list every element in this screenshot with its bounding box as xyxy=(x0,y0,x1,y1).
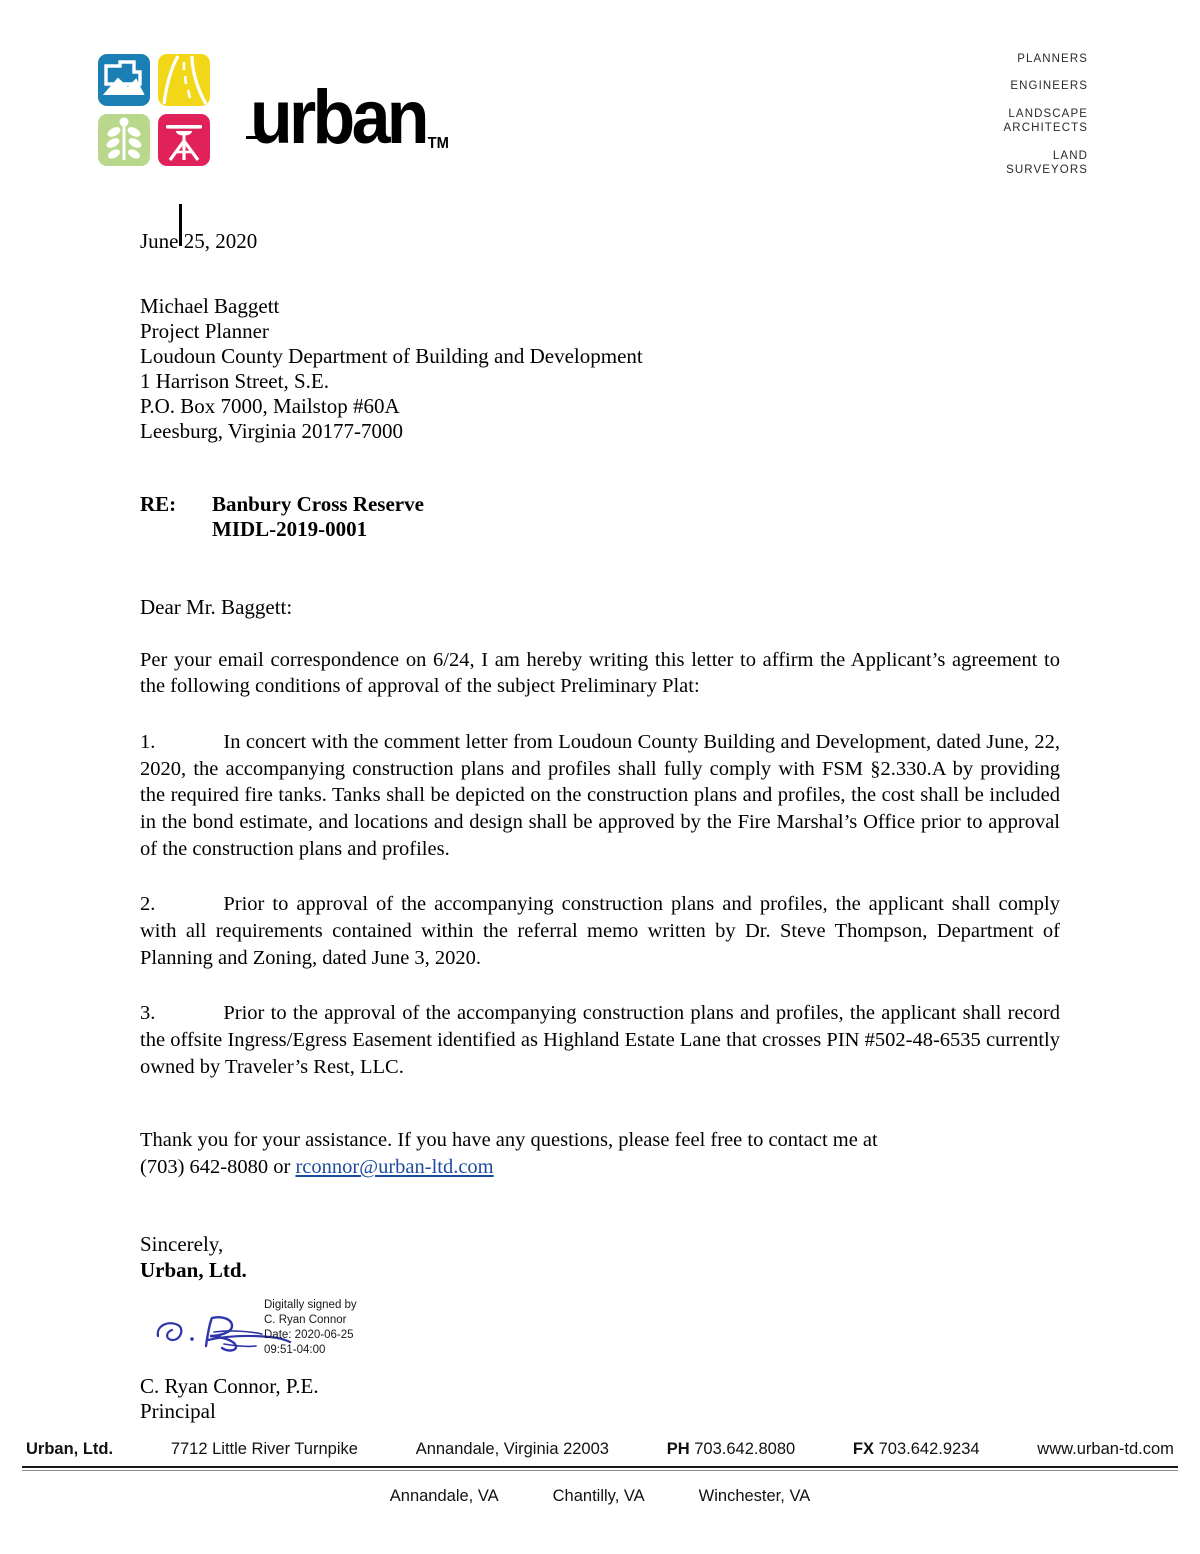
office-annandale: Annandale, VA xyxy=(389,1487,499,1505)
intro-paragraph: Per your email correspondence on 6/24, I am hereby writing this letter to affirm the Applicant’s agreement to the following conditions of approval of the subject Preliminary Plat: xyxy=(140,648,1060,698)
letter-body xyxy=(140,228,1060,1425)
signer-title: Principal xyxy=(140,1399,216,1424)
recipient-po-box: P.O. Box 7000, Mailstop #60A xyxy=(140,393,400,418)
discipline-land-surveyors: LAND SURVEYORS xyxy=(1006,149,1088,176)
urban-wordmark xyxy=(250,75,449,160)
survey-tripod-tile-icon xyxy=(158,114,210,166)
closing-paragraph xyxy=(140,1127,1060,1180)
wordmark-text: urban xyxy=(250,75,426,160)
re-subject-lines xyxy=(212,492,424,543)
signature-meta-line-3: Date: 2020-06-25 xyxy=(264,1329,354,1342)
roadway-tile-icon xyxy=(158,54,210,106)
re-case-number: MIDL-2019-0001 xyxy=(212,517,368,542)
condition-number-2: 2. xyxy=(140,893,156,916)
re-project-name: Banbury Cross Reserve xyxy=(212,491,424,516)
sign-off-block xyxy=(140,1232,1060,1283)
footer-offices-row xyxy=(22,1487,1178,1506)
condition-number-1: 1. xyxy=(140,731,156,754)
footer-divider-top xyxy=(22,1466,1178,1468)
footer-phone xyxy=(667,1440,795,1459)
logo-mark xyxy=(98,54,214,170)
page-footer xyxy=(22,1440,1178,1506)
re-subject-block xyxy=(140,492,1060,543)
signature-metadata xyxy=(264,1298,357,1359)
firm-name: Urban, Ltd. xyxy=(140,1258,247,1283)
signature-meta-line-1: Digitally signed by xyxy=(264,1298,357,1311)
site-plan-tile-icon xyxy=(98,54,150,106)
footer-contact-row xyxy=(22,1440,1178,1466)
office-winchester: Winchester, VA xyxy=(698,1487,811,1505)
salutation: Dear Mr. Baggett: xyxy=(140,594,293,619)
closing-text: Thank you for your assistance. If you have any questions, please feel free to contact me at xyxy=(140,1129,878,1152)
condition-item-1 xyxy=(140,729,1060,862)
footer-phone-label: PH xyxy=(666,1440,690,1458)
footer-fax-number: 703.642.9234 xyxy=(878,1440,980,1458)
signer-block xyxy=(140,1374,1060,1425)
footer-company: Urban, Ltd. xyxy=(26,1440,114,1458)
landscape-plant-tile-icon xyxy=(98,114,150,166)
sincerely-line: Sincerely, xyxy=(140,1232,224,1257)
discipline-landscape-architects: LANDSCAPE ARCHITECTS xyxy=(1003,107,1088,135)
condition-text-2: Prior to approval of the accompanying construction plans and profiles, the applicant shall comply with all requirements contained within the referral memo written by Dr. Steve Thompson, Department of Planning and Zoning, dated June 3, 2020. xyxy=(140,893,1060,969)
recipient-name: Michael Baggett xyxy=(140,293,280,318)
disciplines-list xyxy=(1004,52,1088,177)
contact-email-link[interactable]: rconnor@urban-ltd.com xyxy=(295,1155,494,1178)
footer-divider-bottom xyxy=(22,1470,1178,1471)
recipient-city-state-zip: Leesburg, Virginia 20177-7000 xyxy=(140,418,403,443)
condition-text-1: In concert with the comment letter from Loudoun County Building and Development, dated June, 22, 2020, the accompanying construction plans and profiles shall fully comply with FSM §2.330.A by providing the required fire tanks. Tanks shall be depicted on the construction plans and profiles, the cost shall be included in the bond estimate, and locations and design shall be approved by the Fire Marshal’s Office prior to approval of the construction plans and profiles. xyxy=(140,731,1060,860)
recipient-title: Project Planner xyxy=(140,318,269,343)
discipline-planners: PLANNERS xyxy=(1017,53,1088,65)
re-label: RE: xyxy=(140,491,177,516)
trademark-symbol: TM xyxy=(427,135,449,152)
letter-date: June 25, 2020 xyxy=(140,229,258,253)
signer-name: C. Ryan Connor, P.E. xyxy=(140,1373,319,1398)
digital-signature-block xyxy=(152,1298,1060,1372)
footer-fax-label: FX xyxy=(852,1440,875,1458)
office-chantilly: Chantilly, VA xyxy=(552,1487,645,1505)
signature-meta-line-2: C. Ryan Connor xyxy=(264,1313,347,1326)
recipient-street: 1 Harrison Street, S.E. xyxy=(140,368,329,393)
footer-city-state-zip: Annandale, Virginia 22003 xyxy=(415,1440,609,1458)
condition-item-3 xyxy=(140,1000,1060,1080)
condition-number-3: 3. xyxy=(140,1002,156,1025)
condition-text-3: Prior to the approval of the accompanying construction plans and profiles, the applicant shall record the offsite Ingress/Egress Easement identified as Highland Estate Lane that crosses PIN #502-48-6535 currently owned by Traveler’s Rest, LLC. xyxy=(140,1002,1060,1078)
recipient-address-block xyxy=(140,294,1060,444)
condition-item-2 xyxy=(140,891,1060,971)
discipline-engineers: ENGINEERS xyxy=(1010,80,1088,93)
urban-logo xyxy=(70,28,470,188)
contact-phone: (703) 642-8080 or xyxy=(140,1155,296,1178)
footer-fax xyxy=(853,1440,980,1459)
signature-meta-line-4: 09:51-04:00 xyxy=(264,1344,326,1357)
letterhead xyxy=(0,0,1200,200)
footer-website[interactable]: www.urban-td.com xyxy=(1037,1440,1174,1458)
footer-street: 7712 Little River Turnpike xyxy=(170,1440,358,1458)
footer-phone-number: 703.642.8080 xyxy=(694,1440,796,1458)
recipient-organization: Loudoun County Department of Building and Development xyxy=(140,343,643,368)
